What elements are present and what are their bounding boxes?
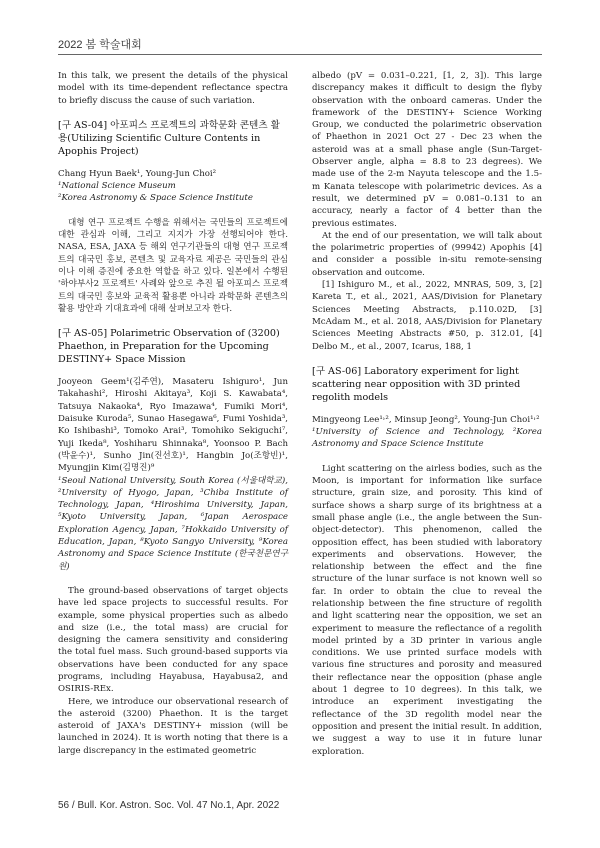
right-column — [312, 70, 542, 758]
as05-paragraph-2: Here, we introduce our observational research of the asteroid (3200) Phaethon. It is the target asteroid of JAXA's DESTINY+ mission (will be launched in 2024). It is worth noting that there is a large discrepancy in the estimated geometric — [58, 696, 288, 756]
as06-title: [구 AS-06] Laboratory experiment for light scattering near opposition with 3D printed regolith models — [312, 365, 521, 403]
as06-body: Light scattering on the airless bodies, such as the Moon, is important for information like surface structure, grain size, and porosity. This kind of surface shows a sharp surge of its brightness at a small phase angle (i.e., the angle between the Sun-object-detector). This phenomenon, called the opposition effect, has been studied with laboratory experiments and observations. However, the relationship between the effect and the fine structure of the lunar surface is not known well so far. In order to obtain the clue to reveal the relationship between the fine structure of regolith and light scattering near the opposition, we set an experiment to measure the reflectance of a regolith model printed by a 3D printer in various angle conditions. We use printed surface models with various fine structures and porosity and measured their reflectance near the opposition (phase angle about 1 degree to 10 degrees). In this talk, we introduce an experiment investigating the reflectance of the 3D regolith model near the opposition and present the initial result. In addition, we suggest a way to use it in future lunar exploration. — [312, 463, 542, 757]
as05-paragraph-1: The ground-based observations of target objects have led space projects to successful results. For example, some physical properties such as albedo and size (i.e., the total mass) are crucial for designing the camera sensitivity and considering the total fuel mass. Such ground-based supports via observations have been conducted for any space programs, including Hayabusa, Hayabusa2, and OSIRIS-REx. — [58, 585, 288, 695]
page-header: 2022 봄 학술대회 — [58, 39, 142, 51]
as04-affiliation-2: ²Korea Astronomy & Space Science Institute — [58, 193, 253, 204]
as05-title: [구 AS-05] Polarimetric Observation of (3200) Phaethon, in Preparation for the Upcoming DESTINY+ Space Mission — [58, 328, 280, 366]
as05-paragraph-3: At the end of our presentation, we will talk about the polarimetric properties of (99942) Apophis [4] and consider a possible in-situ remote-sensing observation and outcome. — [312, 230, 542, 278]
as06-affiliation: ¹University of Science and Technology, ²Korea Astronomy and Space Science Institute — [312, 427, 542, 450]
page-footer: 56 / Bull. Kor. Astron. Soc. Vol. 47 No.1, Apr. 2022 — [58, 800, 280, 811]
as04-body: 대형 연구 프로젝트 수행을 위해서는 국민들의 프로젝트에 대한 관심과 이해, 그리고 지지가 가장 선행되어야 한다. NASA, ESA, JAXA 등 해외 연구기관들의 대형 연구 프로젝트의 대국민 홍보, 콘텐츠 및 교육자료 제공은 국민들의 관심이나 이해 증진에 중요한 역할을 하고 있다. 일본에서 수행된 '하야부사2 프로젝트' 사례와 앞으로 추진 될 아포피스 프로젝트의 대국민 홍보와 교육적 활용뿐 아니라 과학문화 콘텐츠의 활용 방안과 기대효과에 대해 살펴보고자 한다. — [58, 217, 288, 314]
as05-references: [1] Ishiguro M., et al., 2022, MNRAS, 509, 3, [2] Kareta T., et al., 2021, AAS/Division for Planetary Sciences Meeting Abstracts, p.110.02D, [3] McAdam M., et al. 2018, AAS/Division for Planetary Sciences Meeting Abstracts #50, p. 312.01, [4] Delbo M., et al., 2007, Icarus, 188, 1 — [312, 280, 542, 352]
as05-continued: albedo (pV = 0.031–0.221, [1, 2, 3]). This large discrepancy makes it difficult to design the flyby observation with the onboard cameras. Under the framework of the DESTINY+ Science Working Group, we conducted the polarimetric observation of Phaethon in 2021 Oct 27 - Dec 23 when the asteroid was at a small phase angle (Sun-Target-Observer angle, alpha = 8.8 to 23 degrees). We made use of the 2-m Nayuta telescope and the 1.5-m Kanata telescope with polarimetric devices. As a result, we determined pV = 0.081–0.131 to an accuracy, nearly a factor of 4 better than the previous estimates. — [312, 71, 542, 229]
left-column — [58, 70, 288, 757]
as04-authors: Chang Hyun Baek¹, Young-Jun Choi² — [58, 168, 217, 179]
as05-affiliation: ¹Seoul National University, South Korea (서울대학교), ²University of Hyogo, Japan, ³Chiba Institute of Technology, Japan, ⁴Hiroshima University, Japan, ⁵Kyoto University, Japan, ⁶Japan Aerospace Exploration Agency, Japan, ⁷Hokkaido University of Education, Japan, ⁸Kyoto Sangyo University, ⁹Korea Astronomy and Space Science Institute (한국천문연구원) — [58, 475, 288, 572]
intro-paragraph: In this talk, we present the details of the physical model with its time-dependent reflectance spectra to briefly discuss the cause of such variation. — [58, 71, 288, 106]
header-divider — [58, 54, 542, 55]
as04-affiliation-1: ¹National Science Museum — [58, 181, 176, 192]
as05-authors: Jooyeon Geem¹(김주연), Masateru Ishiguro¹, Jun Takahashi², Hiroshi Akitaya³, Koji S. Kawabata⁴, Tatsuya Nakaoka⁴, Ryo Imazawa⁴, Fumiki Mori⁴, Daisuke Kuroda⁵, Sunao Hasegawa⁶, Fumi Yoshida³, Ko Ishibashi³, Tomoko Arai³, Tomohiko Sekiguchi⁷, Yuji Ikeda⁸, Yoshiharu Shinnaka⁸, Yoonsoo P. Bach (박윤수)¹, Sunho Jin(진선호)¹, Hangbin Jo(조항빈)¹, Myungjin Kim(김명진)⁹ — [58, 377, 288, 474]
as04-title: [구 AS-04] 아포피스 프로젝트의 과학문화 콘텐츠 활용(Utilizing Scientific Culture Contents in Apophis Project) — [58, 119, 280, 157]
as06-authors: Mingyeong Lee¹˒², Minsup Jeong², Young-Jun Choi¹˒² — [312, 414, 540, 425]
